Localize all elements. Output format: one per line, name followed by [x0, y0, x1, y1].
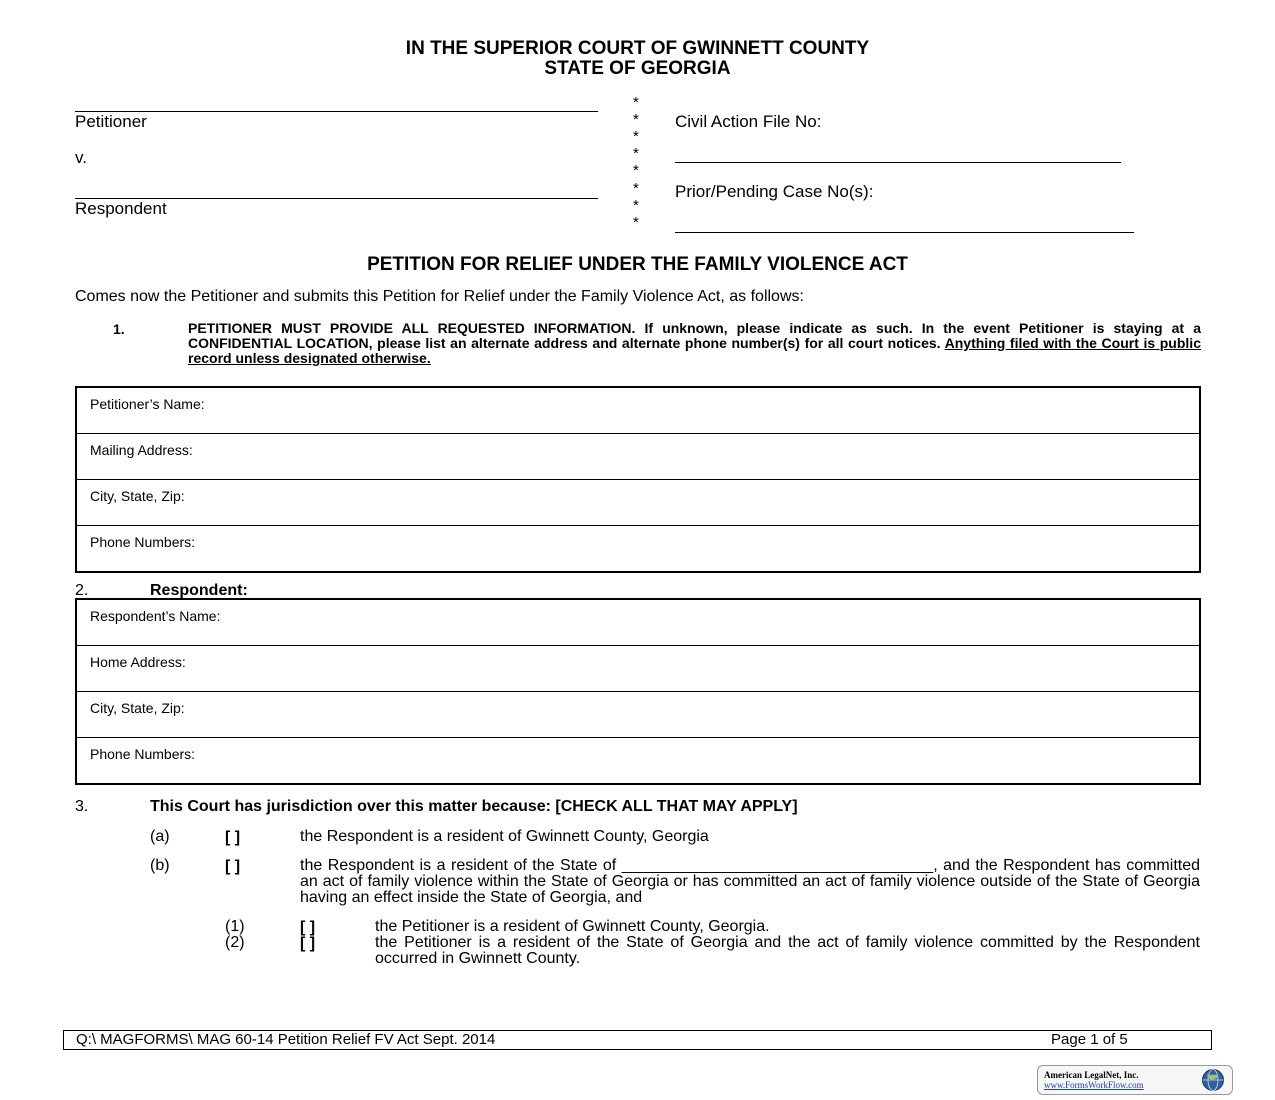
petitioner-label: Petitioner	[75, 112, 147, 131]
caption-separator: *	[633, 94, 639, 111]
section3-heading: This Court has jurisdiction over this matter because: [CHECK ALL THAT MAY APPLY]	[150, 798, 798, 815]
option-b2-text: the Petitioner is a resident of the State of Georgia and the act of family violence committed by the Respondent occurred in Gwinnett County.	[375, 934, 1200, 967]
caption-separator: *	[633, 128, 639, 145]
prior-case-number-line[interactable]	[675, 232, 1134, 233]
section1-notice	[188, 321, 1201, 366]
option-a-label: (a)	[150, 828, 170, 845]
respondent-name-field[interactable]: Respondent’s Name:	[90, 608, 221, 624]
caption-separator: *	[633, 145, 639, 162]
section1-notice-text: PETITIONER MUST PROVIDE ALL REQUESTED INFORMATION. If unknown, please indicate as such. In the event Petitioner is staying at a CONFIDENTIAL LOCATION, please list an alternate address and alternate phone number(s) for all court notices.	[188, 320, 1201, 351]
table-row[interactable]	[76, 599, 1200, 646]
table-row[interactable]	[76, 526, 1200, 573]
civil-action-label: Civil Action File No:	[675, 112, 822, 131]
option-b-label: (b)	[150, 857, 170, 874]
globe-icon	[1198, 1068, 1228, 1092]
option-b-checkbox[interactable]: [ ]	[225, 858, 241, 875]
table-row[interactable]	[76, 646, 1200, 692]
respondent-phone-field[interactable]: Phone Numbers:	[76, 738, 1200, 785]
section1-number: 1.	[113, 321, 125, 337]
petitioner-phone-field[interactable]: Phone Numbers:	[76, 526, 1200, 573]
option-b2-checkbox[interactable]: [ ]	[300, 935, 316, 952]
petitioner-name-field[interactable]: Petitioner’s Name:	[90, 396, 205, 412]
section3-number: 3.	[75, 798, 89, 815]
caption-separator: *	[633, 111, 639, 128]
caption-separator: *	[633, 162, 639, 179]
option-b1-label: (1)	[225, 918, 245, 935]
civil-action-number-line[interactable]	[675, 162, 1121, 163]
caption-separator: *	[633, 197, 639, 214]
option-b1-checkbox[interactable]: [ ]	[300, 919, 316, 936]
table-row[interactable]	[76, 387, 1200, 434]
form-identifier: Q:\ MAGFORMS\ MAG 60-14 Petition Relief FV Act Sept. 2014	[76, 1031, 496, 1048]
table-row[interactable]	[76, 480, 1200, 526]
intro-text: Comes now the Petitioner and submits this Petition for Relief under the Family Violence Act, as follows:	[75, 288, 804, 305]
option-a-text: the Respondent is a resident of Gwinnett County, Georgia	[300, 828, 709, 845]
publisher-link[interactable]: www.FormsWorkFlow.com	[1044, 1080, 1144, 1090]
publisher-name: American LegalNet, Inc.	[1044, 1070, 1139, 1080]
caption-separator: *	[633, 214, 639, 231]
court-name: IN THE SUPERIOR COURT OF GWINNETT COUNTY	[405, 38, 870, 59]
option-a-checkbox[interactable]: [ ]	[225, 829, 241, 846]
court-state: STATE OF GEORGIA	[544, 58, 731, 79]
publisher-badge[interactable]	[1037, 1065, 1233, 1095]
petitioner-name-line[interactable]	[75, 111, 598, 112]
petition-title: PETITION FOR RELIEF UNDER THE FAMILY VIOLENCE ACT	[367, 254, 908, 275]
home-address-field[interactable]: Home Address:	[76, 646, 1200, 692]
option-b2-label: (2)	[225, 934, 245, 951]
petitioner-info-table	[75, 386, 1201, 573]
section2-number: 2.	[75, 582, 89, 599]
versus-label: v.	[75, 148, 87, 167]
option-b-text: the Respondent is a resident of the State of ___________________________________, and the Respondent has committed an act of family violence within the State of Georgia or has committed an act of family violence outside of the State of Georgia having an effect inside the State of Georgia, and	[300, 857, 1200, 906]
page-number: Page 1 of 5	[1051, 1031, 1128, 1048]
table-row[interactable]	[76, 738, 1200, 785]
respondent-city-state-zip-field[interactable]: City, State, Zip:	[76, 692, 1200, 738]
respondent-label: Respondent	[75, 199, 167, 218]
respondent-info-table	[75, 598, 1201, 785]
option-b1-text: the Petitioner is a resident of Gwinnett County, Georgia.	[375, 918, 770, 935]
public-record-warning: Anything filed with the Court is public record unless designated otherwise.	[188, 335, 1201, 366]
prior-case-label: Prior/Pending Case No(s):	[675, 182, 874, 201]
section2-heading: Respondent:	[150, 582, 248, 599]
table-row[interactable]	[76, 434, 1200, 480]
table-row[interactable]	[76, 692, 1200, 738]
petitioner-city-state-zip-field[interactable]: City, State, Zip:	[76, 480, 1200, 526]
mailing-address-field[interactable]: Mailing Address:	[76, 434, 1200, 480]
page-footer	[63, 1030, 1212, 1050]
caption-separator: *	[633, 180, 639, 197]
